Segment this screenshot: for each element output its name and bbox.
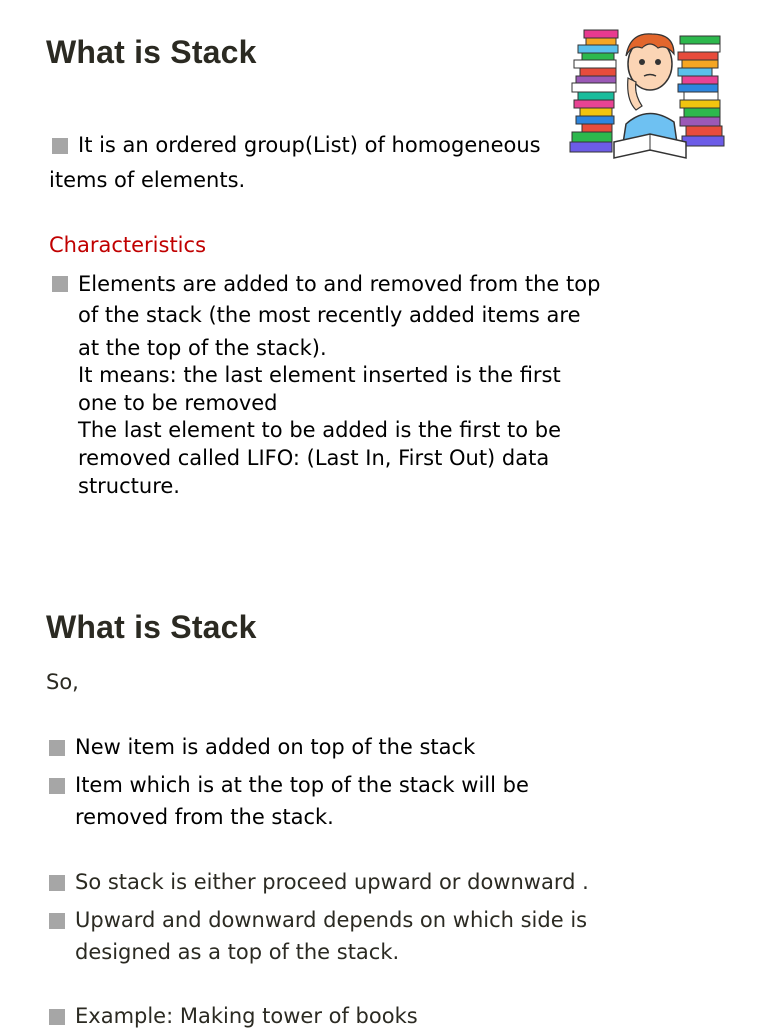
bullet-marker <box>49 740 65 756</box>
intro-line-1: It is an ordered group(List) of homogeneous <box>78 133 541 157</box>
bullet-marker <box>52 276 68 292</box>
characteristics-line: The last element to be added is the first to be <box>78 418 561 442</box>
bullet-marker <box>49 913 65 929</box>
slide2-title: What is Stack <box>46 609 257 645</box>
characteristics-line: Elements are added to and removed from the top <box>78 272 601 296</box>
bullet-marker <box>52 138 68 154</box>
bullet-marker <box>49 875 65 891</box>
characteristics-line: It means: the last element inserted is the first <box>78 363 561 387</box>
slide1-title: What is Stack <box>46 34 257 70</box>
characteristics-line: of the stack (the most recently added items are <box>78 303 581 327</box>
bullet-marker <box>49 1009 65 1025</box>
bullet-text: Upward and downward depends on which side is <box>75 908 588 932</box>
intro-so: So, <box>46 670 79 694</box>
intro-line-2: items of elements. <box>49 168 246 192</box>
bullet-text: designed as a top of the stack. <box>75 940 400 964</box>
bullet-text: Item which is at the top of the stack will be <box>75 773 529 797</box>
characteristics-line: structure. <box>78 474 180 498</box>
characteristics-line: one to be removed <box>78 391 278 415</box>
student-with-books-icon <box>566 26 732 166</box>
bullet-text: removed from the stack. <box>75 805 334 829</box>
bullet-text: New item is added on top of the stack <box>75 735 476 759</box>
bullet-marker <box>49 778 65 794</box>
bullet-text: So stack is either proceed upward or downward . <box>75 870 589 894</box>
characteristics-heading: Characteristics <box>49 233 207 257</box>
characteristics-line: at the top of the stack). <box>78 336 327 360</box>
bullet-text: Example: Making tower of books <box>75 1004 418 1028</box>
characteristics-line: removed called LIFO: (Last In, First Out) data <box>78 446 550 470</box>
